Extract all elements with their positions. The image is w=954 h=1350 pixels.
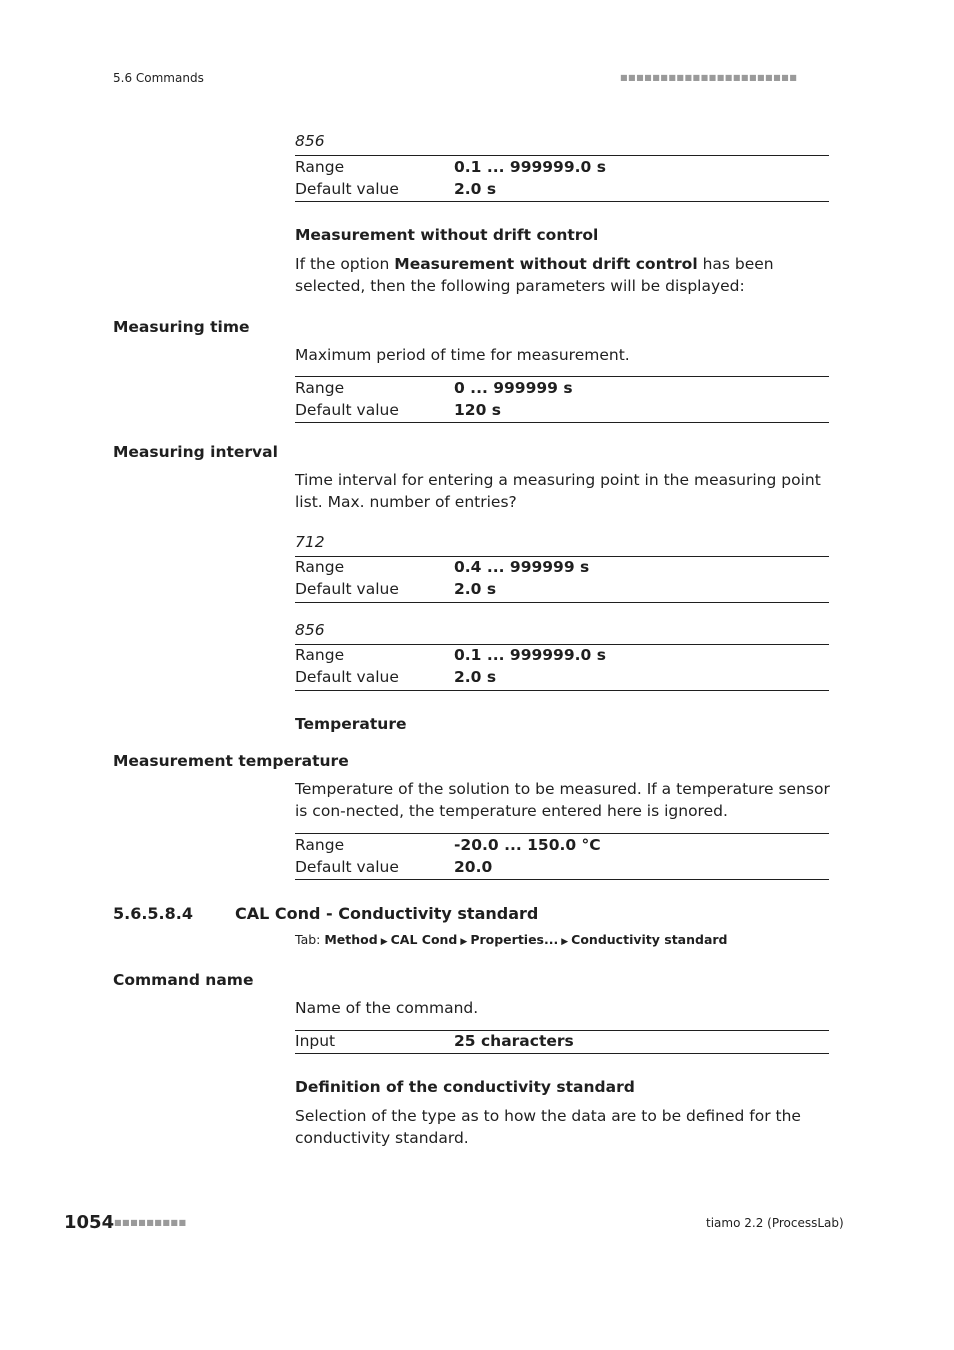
parameter-table-temperature — [295, 834, 829, 878]
default-label: Default value — [295, 858, 399, 876]
section-number: 5.6.5.8.4 — [113, 904, 193, 923]
table-row — [295, 156, 829, 178]
path-arrow-icon: ▶ — [380, 937, 388, 947]
footer-decoration: ■■■■■■■■■ — [114, 1218, 187, 1227]
table-row — [295, 666, 829, 688]
input-label: Input — [295, 1032, 336, 1050]
section-title: CAL Cond - Conductivity standard — [235, 904, 539, 923]
measuring-time-heading: Measuring time — [113, 318, 250, 336]
tab-path — [295, 932, 728, 947]
measuring-time-description: Maximum period of time for measurement. — [295, 346, 630, 364]
product-name: tiamo 2.2 (ProcessLab) — [706, 1216, 844, 1230]
default-value: 2.0 s — [454, 668, 497, 686]
drift-paragraph — [295, 253, 831, 297]
table-row — [295, 834, 829, 856]
default-value: 2.0 s — [454, 580, 497, 598]
table-rule — [295, 879, 829, 880]
table-row — [295, 178, 829, 200]
tab-path-item: Method — [324, 932, 378, 947]
range-label: Range — [295, 558, 345, 576]
range-label: Range — [295, 836, 345, 854]
table-row — [295, 578, 829, 600]
command-name-description: Name of the command. — [295, 999, 479, 1017]
command-name-heading: Command name — [113, 971, 254, 989]
table-row — [295, 856, 829, 878]
tab-path-item: Conductivity standard — [571, 932, 728, 947]
parameter-table-712 — [295, 556, 829, 600]
range-value: 0 ... 999999 s — [454, 379, 573, 397]
default-value: 120 s — [454, 401, 501, 419]
range-label: Range — [295, 646, 345, 664]
range-value: 0.1 ... 999999.0 s — [454, 646, 606, 664]
drift-para-pre: If the option — [295, 255, 395, 273]
tab-path-item: Properties... — [470, 932, 559, 947]
table-subtitle-856: 856 — [295, 621, 325, 639]
parameter-table-856-interval — [295, 644, 829, 688]
range-value: 0.4 ... 999999 s — [454, 558, 590, 576]
drift-para-bold: Measurement without drift control — [394, 255, 698, 273]
default-value: 20.0 — [454, 858, 493, 876]
running-header-section: 5.6 Commands — [113, 71, 204, 85]
parameter-table-measuring-time — [295, 377, 829, 421]
temperature-heading: Temperature — [295, 715, 407, 733]
input-value: 25 characters — [454, 1032, 574, 1050]
table-rule — [295, 1053, 829, 1054]
measurement-temperature-description: Temperature of the solution to be measured. If a temperature sensor is con-nected, the temperature entered here is ignored. — [295, 780, 830, 820]
table-row — [295, 377, 829, 399]
default-label: Default value — [295, 180, 399, 198]
table-rule — [295, 602, 829, 603]
measurement-temperature-heading: Measurement temperature — [113, 752, 349, 770]
definition-heading: Definition of the conductivity standard — [295, 1078, 635, 1096]
table-row — [295, 556, 829, 578]
range-label: Range — [295, 379, 345, 397]
definition-description: Selection of the type as to how the data are to be defined for the conductivity standard. — [295, 1107, 801, 1147]
parameter-table-command-name — [295, 1030, 829, 1052]
parameter-table-856 — [295, 156, 829, 200]
table-rule — [295, 422, 829, 423]
path-arrow-icon: ▶ — [561, 937, 569, 947]
tab-path-item: CAL Cond — [390, 932, 458, 947]
drift-heading: Measurement without drift control — [295, 226, 599, 244]
measuring-interval-description: Time interval for entering a measuring point in the measuring point list. Max. number of entries? — [295, 471, 821, 511]
tab-path-prefix: Tab: — [295, 932, 325, 947]
measuring-interval-heading: Measuring interval — [113, 443, 278, 461]
default-label: Default value — [295, 668, 399, 686]
range-value: 0.1 ... 999999.0 s — [454, 158, 606, 176]
table-row — [295, 644, 829, 666]
table-subtitle-856: 856 — [295, 132, 325, 150]
page-number: 1054 — [64, 1212, 115, 1233]
table-subtitle-712: 712 — [295, 533, 325, 551]
drift-para-post: has been selected, then the following parameters will be displayed: — [295, 255, 774, 295]
header-decoration: ■■■■■■■■■■■■■■■■■■■■■■ — [620, 73, 798, 82]
table-rule — [295, 690, 829, 691]
range-label: Range — [295, 158, 345, 176]
default-label: Default value — [295, 580, 399, 598]
default-value: 2.0 s — [454, 180, 497, 198]
default-label: Default value — [295, 401, 399, 419]
table-rule — [295, 201, 829, 202]
range-value: -20.0 ... 150.0 °C — [454, 836, 601, 854]
path-arrow-icon: ▶ — [460, 937, 468, 947]
table-row — [295, 399, 829, 421]
table-row — [295, 1030, 829, 1052]
